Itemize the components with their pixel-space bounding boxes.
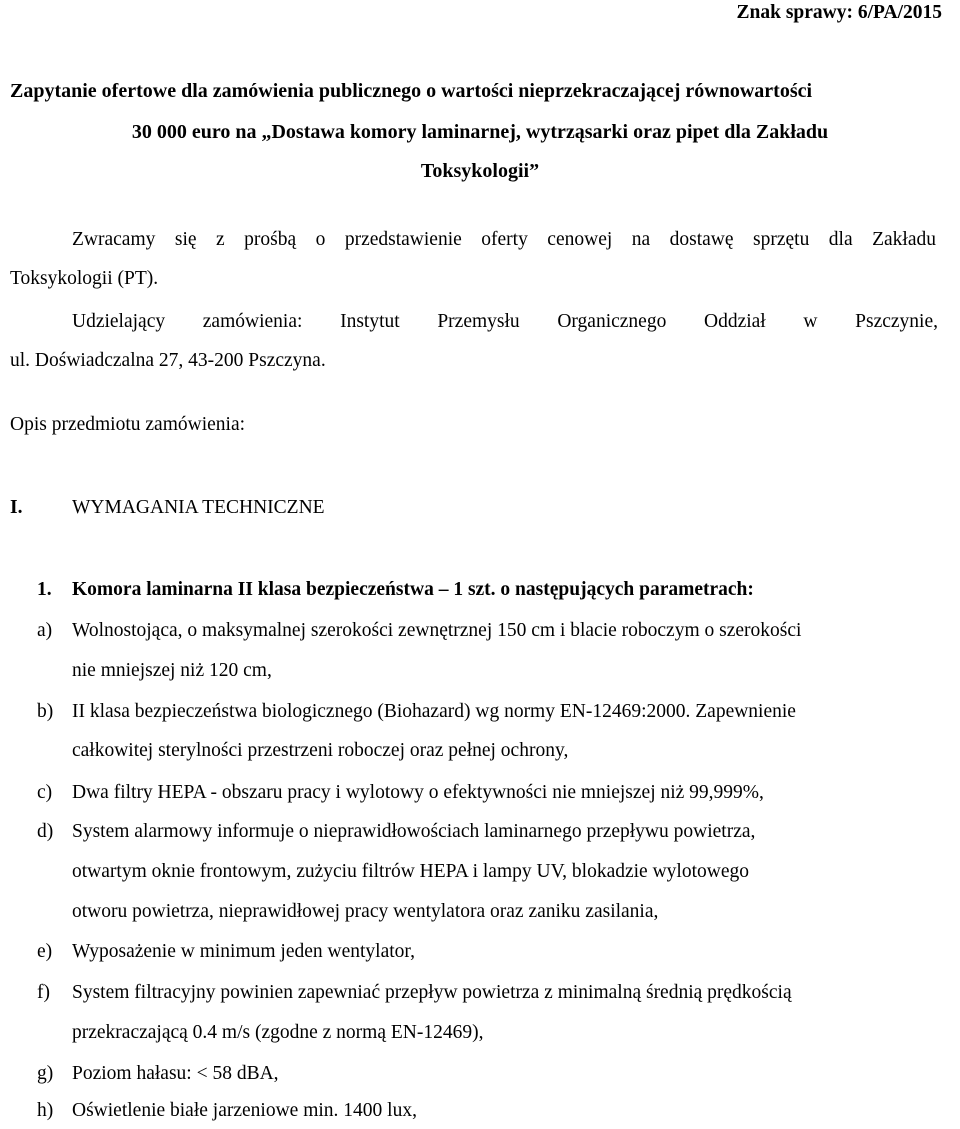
list-item-text: Wolnostojąca, o maksymalnej szerokości zewnętrznej 150 cm i blacie roboczym o szerokości xyxy=(72,620,802,641)
list-item-marker: d) xyxy=(37,821,54,842)
list-item-text: przekraczającą 0.4 m/s (zgodne z normą EN-12469), xyxy=(72,1022,484,1043)
intro-paragraph-2-line-1: Udzielający zamówienia: Instytut Przemysłu Organicznego Oddział w Pszczynie, xyxy=(72,311,938,332)
list-item-text: Wyposażenie w minimum jeden wentylator, xyxy=(72,941,415,962)
list-item-text: otwartym oknie frontowym, zużyciu filtrów HEPA i lampy UV, blokadzie wylotowego xyxy=(72,861,749,882)
list-item-marker: g) xyxy=(37,1063,54,1084)
list-item-marker: a) xyxy=(37,620,53,641)
intro-paragraph-1-line-1: Zwracamy się z prośbą o przedstawienie oferty cenowej na dostawę sprzętu dla Zakładu xyxy=(72,229,936,250)
case-number: Znak sprawy: 6/PA/2015 xyxy=(736,2,942,23)
section-title: WYMAGANIA TECHNICZNE xyxy=(72,497,325,518)
list-item-text: otworu powietrza, nieprawidłowej pracy wentylatora oraz zaniku zasilania, xyxy=(72,901,659,922)
list-item-text: Poziom hałasu: < 58 dBA, xyxy=(72,1063,279,1084)
list-item-text: II klasa bezpieczeństwa biologicznego (Biohazard) wg normy EN-12469:2000. Zapewnienie xyxy=(72,701,796,722)
list-item-marker: h) xyxy=(37,1100,54,1121)
list-item-marker: b) xyxy=(37,701,54,722)
subject-label: Opis przedmiotu zamówienia: xyxy=(10,414,246,435)
subsection-number: 1. xyxy=(37,579,52,600)
intro-paragraph-1-line-2: Toksykologii (PT). xyxy=(10,268,159,289)
title-line-1: Zapytanie ofertowe dla zamówienia publicznego o wartości nieprzekraczającej równowartości xyxy=(10,80,813,102)
list-item-marker: c) xyxy=(37,782,53,803)
title-line-2: 30 000 euro na „Dostawa komory laminarnej, wytrząsarki oraz pipet dla Zakładu xyxy=(131,121,829,143)
list-item-text: System filtracyjny powinien zapewniać przepływ powietrza z minimalną średnią prędkością xyxy=(72,982,792,1003)
intro-paragraph-2-line-2: ul. Doświadczalna 27, 43-200 Pszczyna. xyxy=(10,350,326,371)
list-item-marker: e) xyxy=(37,941,53,962)
title-line-3: Toksykologii” xyxy=(420,160,540,182)
list-item-text: całkowitej sterylności przestrzeni roboczej oraz pełnej ochrony, xyxy=(72,740,569,761)
list-item-text: nie mniejszej niż 120 cm, xyxy=(72,660,272,681)
list-item-text: System alarmowy informuje o nieprawidłowościach laminarnego przepływu powietrza, xyxy=(72,821,756,842)
list-item-marker: f) xyxy=(37,982,50,1003)
list-item-text: Oświetlenie białe jarzeniowe min. 1400 lux, xyxy=(72,1100,417,1121)
list-item-text: Dwa filtry HEPA - obszaru pracy i wylotowy o efektywności nie mniejszej niż 99,999%, xyxy=(72,782,764,803)
section-number: I. xyxy=(10,497,23,518)
subsection-title: Komora laminarna II klasa bezpieczeństwa – 1 szt. o następujących parametrach: xyxy=(72,579,754,600)
